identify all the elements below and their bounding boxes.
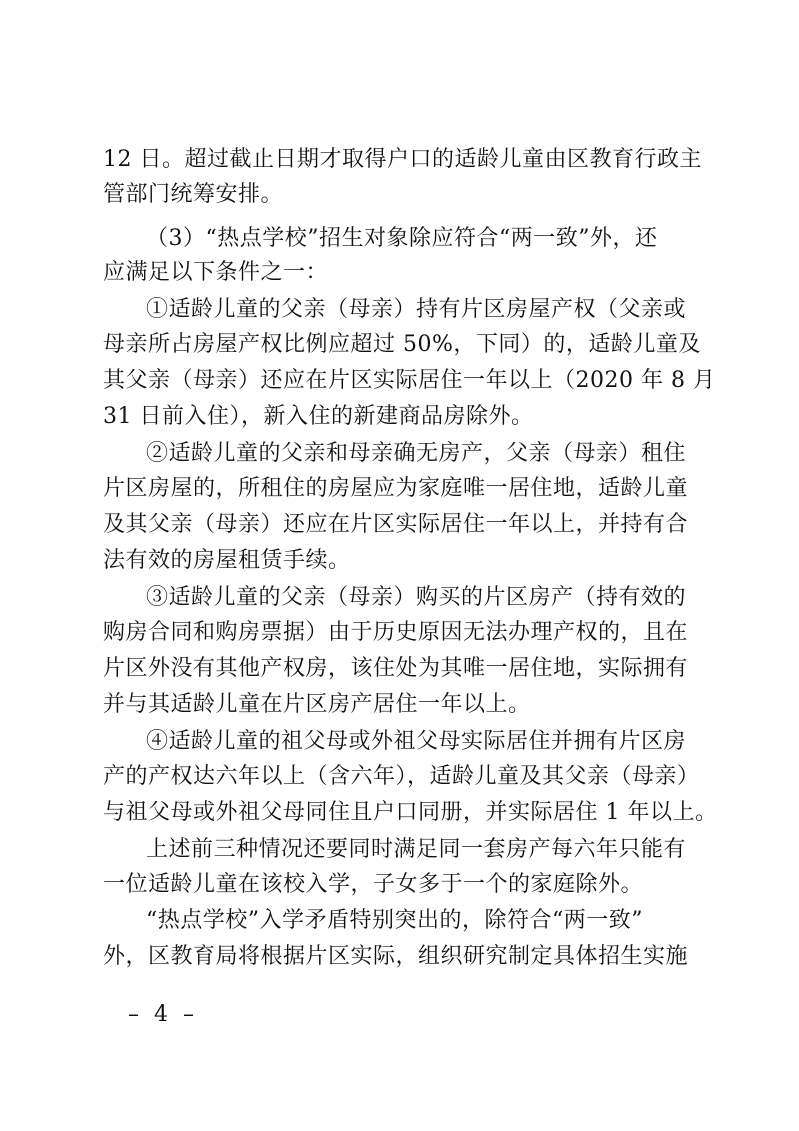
paragraph-start-line: ①适龄儿童的父亲（母亲）持有片区房屋产权（父亲或 (146, 297, 687, 322)
text-line: 法有效的房屋租赁手续。 (103, 548, 351, 573)
text-line: 外，区教育局将根据片区实际，组织研究制定具体招生实施 (103, 944, 689, 969)
text-line: 购房合同和购房票据）由于历史原因无法办理产权的，且在 (103, 620, 689, 645)
paragraph-start-line: ④适龄儿童的祖父母或外祖父母实际居住并拥有片区房 (146, 729, 687, 754)
text-line: 应满足以下条件之一： (103, 260, 329, 285)
text-line: 12 日。超过截止日期才取得户口的适龄儿童由区教育行政主 (103, 147, 702, 172)
text-line: 片区房屋的，所租住的房屋应为家庭唯一居住地，适龄儿童 (103, 476, 689, 501)
text-line: 产的产权达六年以上（含六年），适龄儿童及其父亲（母亲） (103, 764, 700, 789)
text-line: 其父亲（母亲）还应在片区实际居住一年以上（2020 年 8 月 (103, 368, 716, 393)
paragraph-start-line: ③适龄儿童的父亲（母亲）购买的片区房产（持有效的 (146, 585, 687, 610)
text-line: 片区外没有其他产权房，该住处为其唯一居住地，实际拥有 (103, 656, 689, 681)
paragraph-start-line: 上述前三种情况还要同时满足同一套房产每六年只能有 (146, 837, 687, 862)
text-line: 母亲所占房屋产权比例应超过 50%，下同）的，适龄儿童及 (103, 332, 701, 357)
text-line: 与祖父母或外祖父母同住且户口同册，并实际居住 1 年以上。 (103, 800, 718, 825)
text-line: 一位适龄儿童在该校入学，子女多于一个的家庭除外。 (103, 872, 644, 897)
paragraph-start-line: ②适龄儿童的父亲和母亲确无房产，父亲（母亲）租住 (146, 441, 687, 466)
page-number: – 4 – (128, 1002, 198, 1027)
paragraph-start-line: “热点学校”入学矛盾特别突出的，除符合“两一致” (146, 908, 643, 933)
text-line: 管部门统筹安排。 (103, 182, 284, 207)
text-line: 31 日前入住），新入住的新建商品房除外。 (103, 404, 534, 429)
paragraph-start-line: （3）“热点学校”招生对象除应符合“两一致”外，还 (146, 226, 658, 251)
text-line: 并与其适龄儿童在片区房产居住一年以上。 (103, 692, 531, 717)
text-line: 及其父亲（母亲）还应在片区实际居住一年以上，并持有合 (103, 512, 689, 537)
